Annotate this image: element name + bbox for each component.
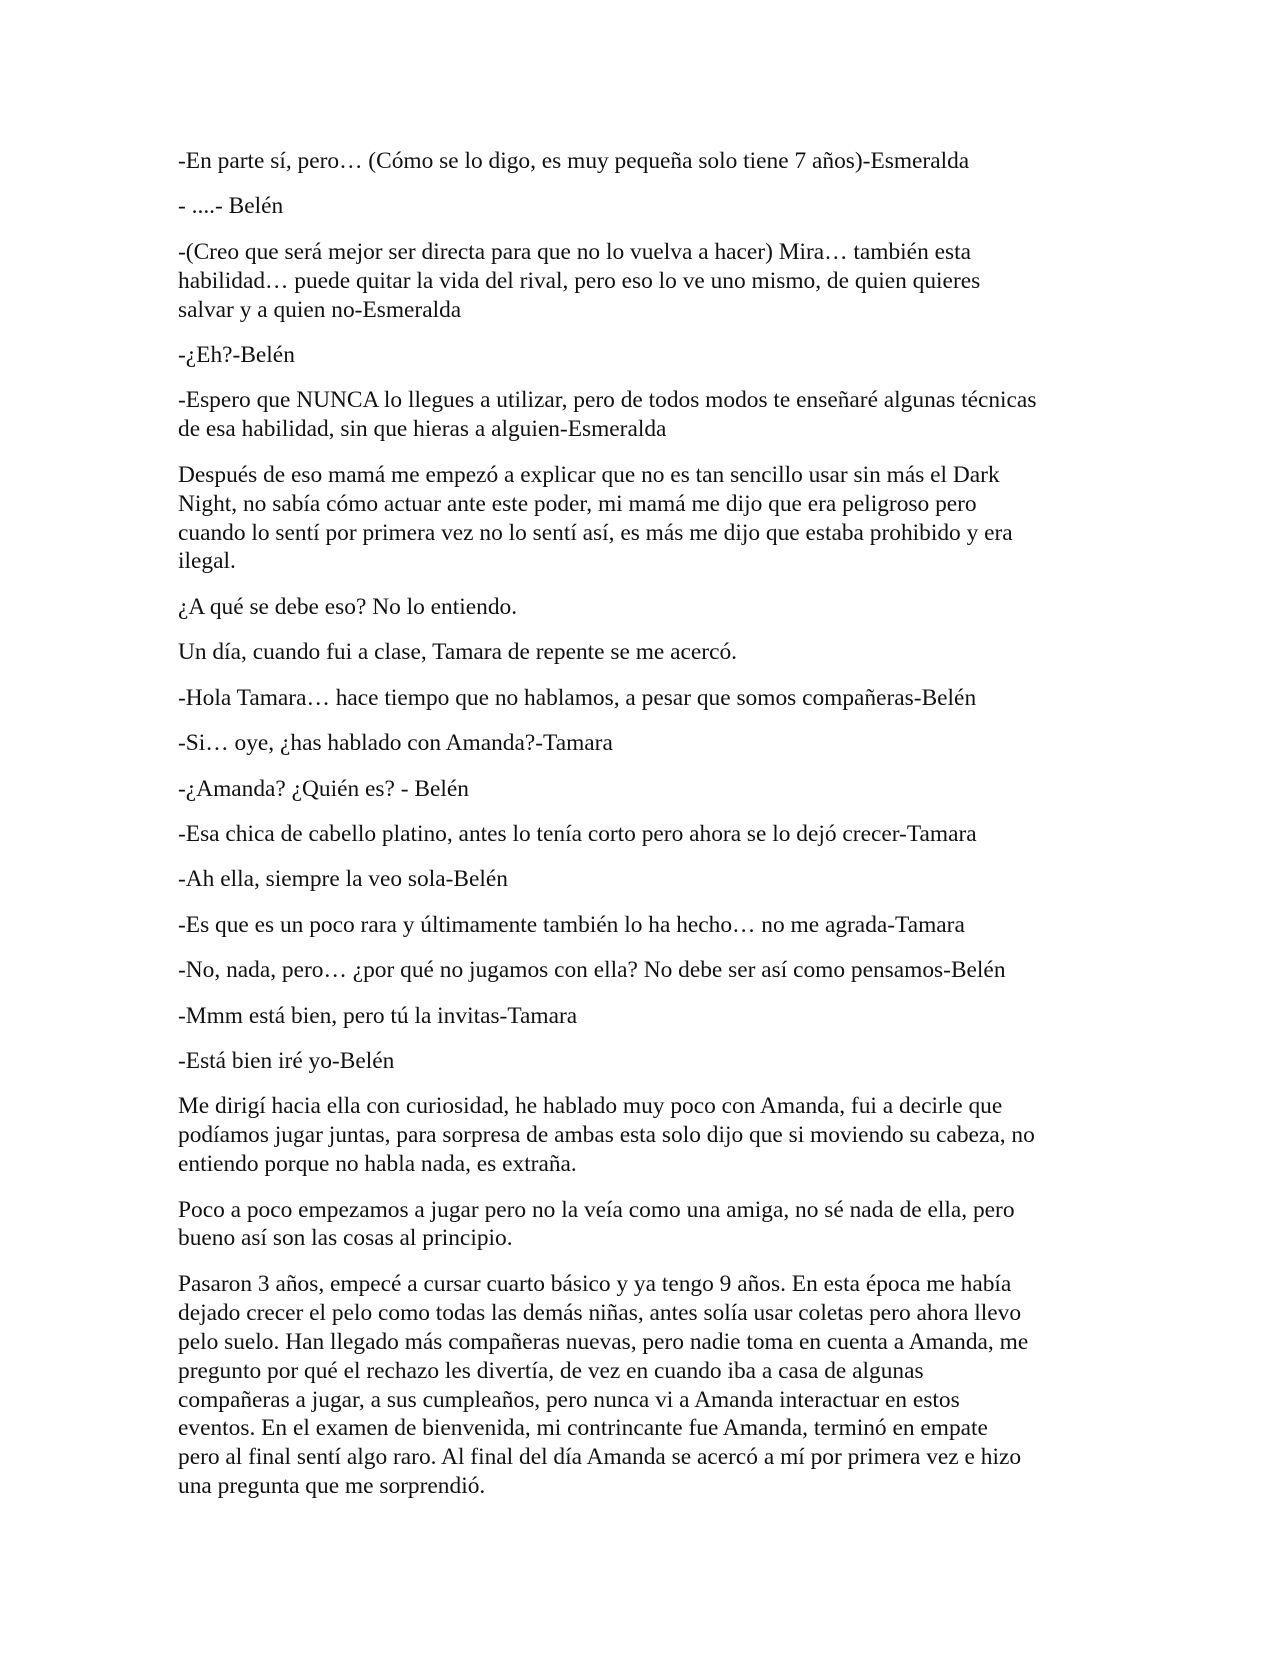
paragraph-15: -No, nada, pero… ¿por qué no jugamos con ella? No debe ser así como pensamos-Belén — [178, 957, 1006, 984]
paragraph-14: -Es que es un poco rara y últimamente también lo ha hecho… no me agrada-Tamara — [178, 911, 965, 938]
paragraph-11: -¿Amanda? ¿Quién es? - Belén — [178, 775, 469, 802]
paragraph-20: Pasaron 3 años, empecé a cursar cuarto básico y ya tengo 9 años. En esta época me había dejado crecer el pelo como todas las demás niñas, antes solía usar coletas pero ahora llevo pelo suelo. Han llegado más compañeras nuevas, pero nadie toma en cuenta a Amanda, me pregunto por qué el rechazo les divertía, de vez en cuando iba a casa de algunas compañeras a jugar, a sus cumpleaños, pero nunca vi a Amanda interactuar en estos eventos. En el examen de bienvenida, mi contrincante fue Amanda, terminó en empate pero al final sentí algo raro. Al final del día Amanda se acercó a mí por primera vez e hizo una pregunta que me sorprendió. — [178, 1270, 1029, 1500]
paragraph-5: -Espero que NUNCA lo llegues a utilizar, pero de todos modos te enseñaré algunas técnicas de esa habilidad, sin que hieras a alguien-Esmeralda — [178, 387, 1037, 443]
paragraph-17: -Está bien iré yo-Belén — [178, 1047, 395, 1074]
paragraph-9: -Hola Tamara… hace tiempo que no hablamos, a pesar que somos compañeras-Belén — [178, 684, 977, 711]
paragraph-13: -Ah ella, siempre la veo sola-Belén — [178, 866, 508, 893]
paragraph-19: Poco a poco empezamos a jugar pero no la veía como una amiga, no sé nada de ella, pero bueno así son las cosas al principio. — [178, 1196, 1015, 1252]
paragraph-2: - ....- Belén — [178, 193, 284, 220]
paragraph-4: -¿Eh?-Belén — [178, 342, 295, 369]
paragraph-10: -Si… oye, ¿has hablado con Amanda?-Tamara — [178, 730, 613, 757]
paragraph-7: ¿A qué se debe eso? No lo entiendo. — [178, 593, 518, 620]
paragraph-12: -Esa chica de cabello platino, antes lo tenía corto pero ahora se lo dejó crecer-Tamara — [178, 820, 977, 847]
paragraph-18: Me dirigí hacia ella con curiosidad, he hablado muy poco con Amanda, fui a decirle que podíamos jugar juntas, para sorpresa de ambas esta solo dijo que si moviendo su cabeza, no entiendo porque no habla nada, es extraña. — [178, 1093, 1035, 1178]
document-page — [178, 147, 1108, 1518]
paragraph-1: -En parte sí, pero… (Cómo se lo digo, es muy pequeña solo tiene 7 años)-Esmeralda — [178, 148, 970, 174]
paragraph-3: -(Creo que será mejor ser directa para que no lo vuelva a hacer) Mira… también esta habilidad… puede quitar la vida del rival, pero eso lo ve uno mismo, de quien quieres salvar y a quien no-Esmeralda — [178, 238, 981, 323]
paragraph-16: -Mmm está bien, pero tú la invitas-Tamara — [178, 1002, 578, 1029]
paragraph-6: Después de eso mamá me empezó a explicar que no es tan sencillo usar sin más el Dark Night, no sabía cómo actuar ante este poder, mi mamá me dijo que era peligroso pero cuando lo sentí por primera vez no lo sentí así, es más me dijo que estaba prohibido y era ilegal. — [178, 461, 1013, 575]
paragraph-8: Un día, cuando fui a clase, Tamara de repente se me acercó. — [178, 639, 738, 666]
